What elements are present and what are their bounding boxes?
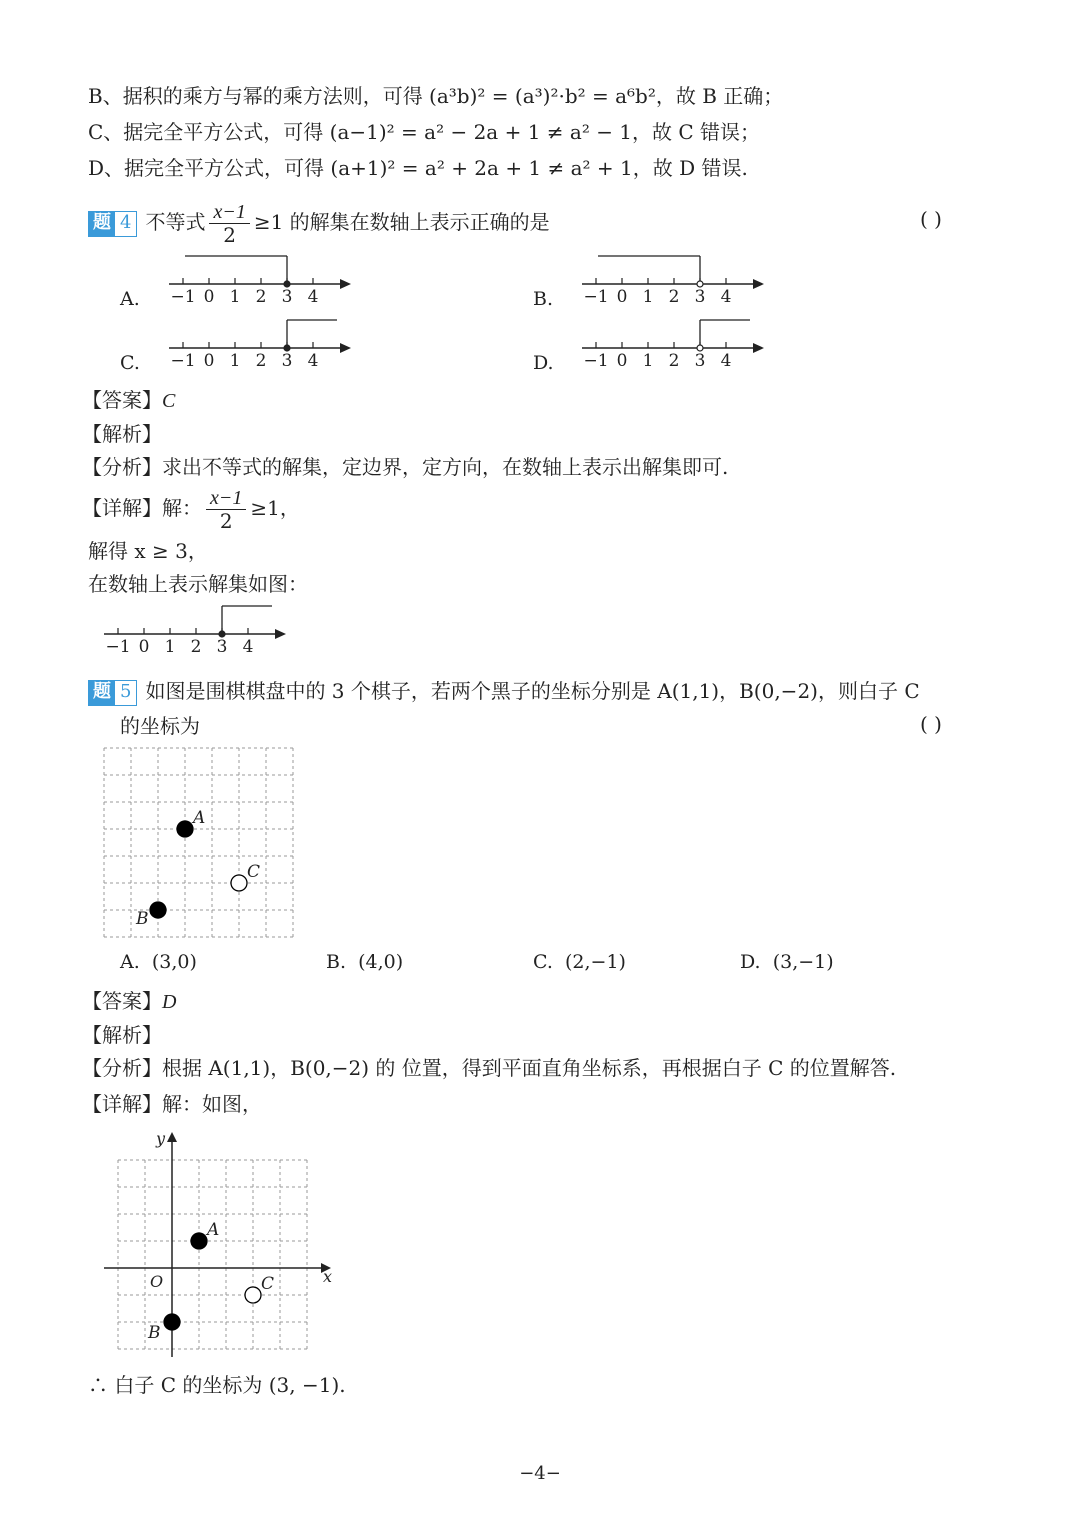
q4-xiangjie <box>82 484 300 532</box>
q5-xiangjie-text: 解：如图， <box>162 1092 262 1116</box>
q5-stem-line2: 的坐标为 <box>120 714 200 738</box>
q5-option-b-text: (4,0) <box>358 951 404 973</box>
q5-analysis-label: 【解析】 <box>82 1023 162 1047</box>
coord-stone-A <box>191 1233 207 1249</box>
board-stone-A <box>177 821 193 837</box>
q4-c-tick-label: −1 <box>170 351 196 371</box>
q4-a-point <box>284 281 290 287</box>
prev-solution-b: B、据积的乘方与幂的乘方法则，可得 (a³b)² = (a³)²·b² = a⁶b²，故 B 正确； <box>88 84 784 108</box>
prev-solution-d: D、据完全平方公式，可得 (a+1)² = a² + 2a + 1 ≠ a² + 1，故 D 错误. <box>88 156 748 180</box>
q5-option-a-letter: A. <box>120 951 140 973</box>
q5-stem-line1 <box>88 677 920 706</box>
q4-analysis-label: 【解析】 <box>82 422 162 446</box>
q4-d-tick-label: 4 <box>720 351 732 371</box>
q5-option-c <box>533 951 626 973</box>
q4-c-tick-label: 4 <box>307 351 319 371</box>
q4-answer-label: 【答案】 <box>82 388 162 412</box>
q5-coordinate-diagram <box>100 1128 340 1368</box>
q4-option-a-number-line <box>165 248 355 310</box>
q4-b-tick-label: 2 <box>668 287 680 307</box>
q5-option-c-text: (2,−1) <box>565 951 626 973</box>
q4-fenxi <box>82 453 728 481</box>
q4-c-point <box>284 345 290 351</box>
q4-c-tick-label: 3 <box>281 351 293 371</box>
q4-a-tick-label: −1 <box>170 287 196 307</box>
coord-y-arrow <box>167 1132 177 1142</box>
q4-solution-number-line <box>100 598 290 660</box>
q4-option-b-letter: B. <box>533 288 554 310</box>
q4-xiangjie-after: ≥1， <box>250 496 300 520</box>
q4-answer-value: C <box>162 390 176 412</box>
q5-option-a-text: (3,0) <box>151 951 197 973</box>
q4-d-tick-label: −1 <box>583 351 609 371</box>
q4-a-tick-label: 2 <box>255 287 267 307</box>
q4-c-arrow <box>340 343 351 353</box>
q5-answer-label: 【答案】 <box>82 989 162 1013</box>
q4-d-tick-label: 2 <box>668 351 680 371</box>
q4-xiangjie-frac-num: x−1 <box>206 487 246 510</box>
q4-tag-number: 4 <box>120 211 132 233</box>
q4-option-c-number-line <box>165 312 355 374</box>
board-stone-label: A <box>193 808 206 828</box>
q4-tag-prefix: 题 <box>89 212 115 236</box>
board-stone-C <box>231 875 247 891</box>
q4-fenxi-text: 求出不等式的解集，定边界，定方向，在数轴上表示出解集即可. <box>162 455 729 479</box>
q4-d-point <box>697 345 703 351</box>
prev-solution-c: C、据完全平方公式，可得 (a−1)² = a² − 2a + 1 ≠ a² − 1，故 C 错误； <box>88 120 761 144</box>
q5-option-d <box>740 951 834 973</box>
q5-option-b <box>326 951 403 973</box>
coord-stone-label: B <box>148 1323 161 1343</box>
q4-stem <box>88 198 550 246</box>
q4-show-line: 在数轴上表示解集如图： <box>88 572 308 596</box>
q5-stem-text1: 如图是围棋棋盘中的 3 个棋子，若两个黑子的坐标分别是 A(1,1)，B(0,−2)，则白子 C <box>145 679 920 703</box>
q4-b-tick-label: 0 <box>616 287 628 307</box>
q4-fraction <box>209 201 249 246</box>
q4-sol-arrow <box>275 629 286 639</box>
q4-answer <box>82 386 175 415</box>
q4-option-b-number-line <box>578 248 768 310</box>
q5-option-b-letter: B. <box>326 951 347 973</box>
q4-sol-tick-label: 2 <box>190 637 202 657</box>
q4-solve-line: 解得 x ≥ 3， <box>88 539 208 563</box>
q5-answer <box>82 987 176 1016</box>
q4-b-tick-label: 3 <box>694 287 706 307</box>
q4-stem-after: ≥1 的解集在数轴上表示正确的是 <box>253 210 550 234</box>
q4-c-tick-label: 0 <box>203 351 215 371</box>
page-number: −4− <box>519 1463 561 1484</box>
q4-answer-paren: ( ) <box>920 207 942 231</box>
q4-a-arrow <box>340 279 351 289</box>
q4-sol-tick-label: 1 <box>164 637 176 657</box>
q4-option-a-letter: A. <box>120 288 140 310</box>
q5-tag-prefix: 题 <box>89 681 115 705</box>
q5-fenxi-text: 根据 A(1,1)，B(0,−2) 的 位置，得到平面直角坐标系，再根据白子 C 的位置解答. <box>162 1056 897 1080</box>
q4-frac-den: 2 <box>223 223 236 247</box>
q5-go-board <box>100 744 300 939</box>
q4-b-tick-label: 4 <box>720 287 732 307</box>
q5-fenxi <box>82 1054 896 1082</box>
q4-d-tick-label: 0 <box>616 351 628 371</box>
q5-option-d-text: (3,−1) <box>772 951 834 973</box>
q5-option-d-letter: D. <box>740 951 761 973</box>
q4-sol-tick-label: 3 <box>216 637 228 657</box>
q5-conclusion: ∴ 白子 C 的坐标为 (3, −1). <box>88 1373 346 1397</box>
board-stone-label: B <box>136 909 149 929</box>
q4-frac-num: x−1 <box>209 201 249 224</box>
q4-stem-before: 不等式 <box>145 210 206 234</box>
q4-b-arrow <box>753 279 764 289</box>
coord-stone-label: C <box>261 1274 275 1294</box>
q4-c-tick-label: 2 <box>255 351 267 371</box>
q4-xiangjie-prefix: 解： <box>162 496 202 520</box>
q4-a-tick-label: 0 <box>203 287 215 307</box>
q4-sol-tick-label: 0 <box>138 637 150 657</box>
q4-option-d-letter: D. <box>533 352 554 374</box>
board-stone-label: C <box>247 862 261 882</box>
q5-xiangjie <box>82 1090 262 1118</box>
q4-option-d-number-line <box>578 312 768 374</box>
q5-answer-value: D <box>162 991 177 1013</box>
q4-sol-tick-label: 4 <box>242 637 254 657</box>
q4-b-point <box>697 281 703 287</box>
q5-xiangjie-label: 【详解】 <box>82 1092 162 1116</box>
q5-tag <box>88 680 137 706</box>
coord-origin-label: O <box>150 1272 164 1291</box>
q5-option-a <box>120 951 197 973</box>
q4-a-tick-label: 3 <box>281 287 293 307</box>
q4-d-tick-label: 1 <box>642 351 654 371</box>
q4-c-tick-label: 1 <box>229 351 241 371</box>
q4-a-tick-label: 4 <box>307 287 319 307</box>
q4-d-arrow <box>753 343 764 353</box>
q4-tag <box>88 211 137 237</box>
q4-b-tick-label: 1 <box>642 287 654 307</box>
coord-stone-label: A <box>207 1220 220 1240</box>
coord-y-label: y <box>156 1129 166 1148</box>
q5-answer-paren: ( ) <box>920 712 942 736</box>
q4-option-c-letter: C. <box>120 352 140 374</box>
q5-tag-number: 5 <box>120 680 132 702</box>
coord-stone-C <box>245 1287 261 1303</box>
board-stone-B <box>150 902 166 918</box>
coord-x-label: x <box>323 1267 333 1286</box>
q4-d-tick-label: 3 <box>694 351 706 371</box>
q4-xiangjie-label: 【详解】 <box>82 496 162 520</box>
q4-sol-point <box>219 631 225 637</box>
q4-b-tick-label: −1 <box>583 287 609 307</box>
q4-xiangjie-fraction <box>206 487 246 532</box>
coord-stone-B <box>164 1314 180 1330</box>
q5-option-c-letter: C. <box>533 951 553 973</box>
q4-fenxi-label: 【分析】 <box>82 455 162 479</box>
q5-fenxi-label: 【分析】 <box>82 1056 162 1080</box>
q4-sol-tick-label: −1 <box>105 637 131 657</box>
q4-a-tick-label: 1 <box>229 287 241 307</box>
q4-xiangjie-frac-den: 2 <box>219 509 233 533</box>
